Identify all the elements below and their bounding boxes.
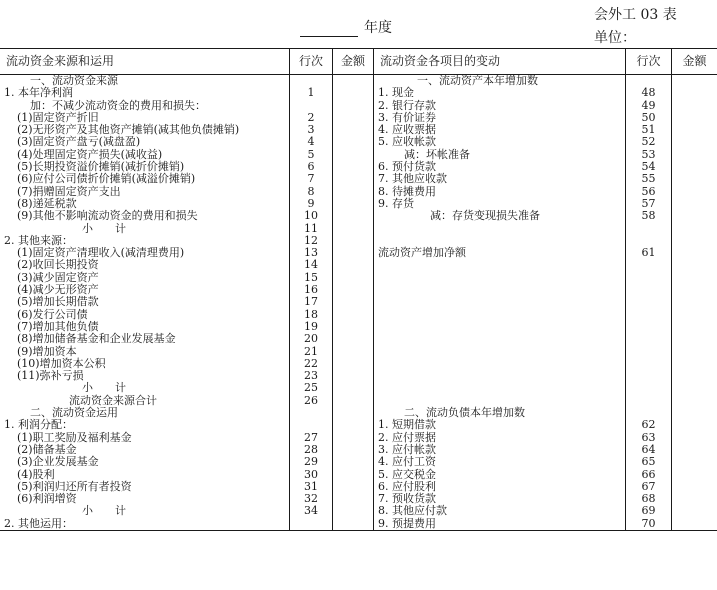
- left-line-number: 23: [290, 370, 333, 382]
- left-line-number: 16: [290, 284, 333, 296]
- left-amount-cell[interactable]: [333, 112, 374, 124]
- right-amount-cell[interactable]: [672, 272, 717, 284]
- left-line-number: [290, 419, 333, 431]
- table-row: [0, 382, 717, 394]
- right-line-number: 66: [626, 469, 672, 481]
- left-amount-header: 金额: [333, 49, 374, 75]
- left-item-label: 一、流动资金来源: [30, 74, 118, 87]
- right-line-number: 58: [626, 210, 672, 222]
- left-amount-cell[interactable]: [333, 100, 374, 112]
- right-item-label: 5. 应交税金: [374, 469, 626, 481]
- right-item-label: [374, 346, 626, 358]
- left-line-number: 6: [290, 161, 333, 173]
- right-amount-cell[interactable]: [672, 112, 717, 124]
- year-label: 年度: [364, 20, 392, 36]
- right-amount-cell[interactable]: [672, 100, 717, 112]
- right-line-number: 55: [626, 173, 672, 185]
- right-line-number: [626, 272, 672, 284]
- left-item-label: 加：不减少流动资金的费用和损失：: [30, 98, 206, 112]
- table-row: [0, 518, 717, 531]
- right-line-number: [626, 346, 672, 358]
- right-amount-cell[interactable]: [672, 210, 717, 222]
- right-amount-cell[interactable]: [672, 247, 717, 259]
- left-amount-cell[interactable]: [333, 456, 374, 468]
- left-line-number: 14: [290, 259, 333, 271]
- right-line-number: [626, 382, 672, 394]
- right-line-number: 65: [626, 456, 672, 468]
- table-row: [0, 173, 717, 185]
- right-line-number: 63: [626, 432, 672, 444]
- table-row: [0, 407, 717, 419]
- right-item-label: 减：坏帐准备: [374, 149, 626, 161]
- table-row: [0, 296, 717, 308]
- right-item-label: 3. 有价证券: [374, 112, 626, 124]
- right-line-number: [626, 284, 672, 296]
- table-row: [0, 469, 717, 481]
- right-line-number: 53: [626, 149, 672, 161]
- left-line-number: 7: [290, 173, 333, 185]
- left-line-number: 13: [290, 247, 333, 259]
- right-item-label: 8. 待摊费用: [374, 186, 626, 198]
- left-amount-cell[interactable]: [333, 419, 374, 431]
- right-line-number: 69: [626, 505, 672, 517]
- left-amount-cell[interactable]: [333, 210, 374, 222]
- left-line-header: 行次: [290, 49, 333, 75]
- table-row: [0, 223, 717, 235]
- right-item-label: [374, 382, 626, 394]
- right-item-label: 5. 应收帐款: [374, 136, 626, 148]
- left-item-label: (11)弥补亏损: [17, 369, 84, 383]
- right-amount-cell[interactable]: [672, 518, 717, 531]
- right-item-label: 6. 应付股利: [374, 481, 626, 493]
- right-item-label: 4. 应收票据: [374, 124, 626, 136]
- table-row: [0, 456, 717, 468]
- year-blank-line[interactable]: [300, 21, 358, 37]
- left-amount-cell[interactable]: [333, 149, 374, 161]
- table-row: [0, 272, 717, 284]
- right-amount-cell[interactable]: [672, 124, 717, 136]
- right-amount-cell[interactable]: [672, 407, 717, 419]
- left-amount-cell[interactable]: [333, 75, 374, 88]
- table-row: [0, 284, 717, 296]
- right-item-label: 3. 应付帐款: [374, 444, 626, 456]
- left-amount-cell[interactable]: [333, 173, 374, 185]
- left-line-number: 22: [290, 358, 333, 370]
- right-item-label: 4. 应付工资: [374, 456, 626, 468]
- left-line-number: [290, 518, 333, 531]
- right-amount-cell[interactable]: [672, 419, 717, 431]
- left-item-label: (5)利润归还所有者投资: [17, 479, 132, 493]
- left-item-label: 2. 其他运用：: [0, 518, 290, 531]
- left-line-number: 27: [290, 432, 333, 444]
- left-item-label: (8)递延税款: [17, 196, 77, 210]
- right-item-label: 7. 预收货款: [374, 493, 626, 505]
- right-amount-cell[interactable]: [672, 173, 717, 185]
- left-item-label: (5)长期投资溢价摊销(减折价摊销): [17, 160, 185, 174]
- left-line-number: 31: [290, 481, 333, 493]
- table-row: [0, 247, 717, 259]
- unit-label: 单位：: [594, 30, 636, 46]
- left-title-header: 流动资金来源和运用: [0, 49, 290, 75]
- left-item-label: 1. 本年净利润: [4, 86, 73, 100]
- left-amount-cell[interactable]: [333, 235, 374, 247]
- left-item-label: (2)储备基金: [17, 442, 77, 456]
- right-amount-cell[interactable]: [672, 259, 717, 271]
- left-item-label: (2)无形资产及其他资产摊销(减其他负债摊销): [17, 123, 240, 137]
- left-amount-cell[interactable]: [333, 296, 374, 308]
- left-amount-cell[interactable]: [333, 505, 374, 517]
- left-amount-cell[interactable]: [333, 518, 374, 531]
- table-row: [0, 136, 717, 148]
- left-amount-cell[interactable]: [333, 186, 374, 198]
- left-line-number: 12: [290, 235, 333, 247]
- right-amount-header: 金额: [672, 49, 717, 75]
- left-item-label: (6)利润增资: [17, 492, 77, 506]
- right-line-number: 70: [626, 518, 672, 531]
- right-line-number: [626, 358, 672, 370]
- left-item-label: (3)固定资产盘亏(减盘盈): [17, 135, 141, 149]
- right-item-label: [374, 296, 626, 308]
- right-item-label: 8. 其他应付款: [374, 505, 626, 517]
- left-line-number: 1: [290, 87, 333, 99]
- right-amount-cell[interactable]: [672, 198, 717, 210]
- right-item-label: [374, 309, 626, 321]
- right-item-label: 1. 短期借款: [374, 419, 626, 431]
- right-amount-cell[interactable]: [672, 346, 717, 358]
- left-line-number: 3: [290, 124, 333, 136]
- left-amount-cell[interactable]: [333, 247, 374, 259]
- left-item-label: (4)处理固定资产损失(减收益): [17, 147, 163, 161]
- table-row: [0, 309, 717, 321]
- right-amount-cell[interactable]: [672, 382, 717, 394]
- table-row: [0, 210, 717, 222]
- left-line-number: 17: [290, 296, 333, 308]
- left-amount-cell[interactable]: [333, 333, 374, 345]
- header-row: [0, 49, 717, 75]
- table-row: [0, 358, 717, 370]
- left-item-label: (9)其他不影响流动资金的费用和损失: [17, 209, 198, 223]
- left-amount-cell[interactable]: [333, 198, 374, 210]
- left-line-number: 30: [290, 469, 333, 481]
- left-amount-cell[interactable]: [333, 382, 374, 394]
- right-line-number: [626, 223, 672, 235]
- right-item-label: 减：存货变现损失准备: [374, 210, 626, 222]
- left-item-label: (10)增加资本公积: [17, 356, 106, 370]
- left-line-number: 28: [290, 444, 333, 456]
- left-item-label: (3)企业发展基金: [17, 455, 99, 469]
- right-line-number: 56: [626, 186, 672, 198]
- left-item-label: 1. 利润分配：: [4, 418, 73, 432]
- table-row: [0, 87, 717, 99]
- right-line-number: 57: [626, 198, 672, 210]
- left-amount-cell[interactable]: [333, 223, 374, 235]
- left-line-number: 26: [290, 395, 333, 407]
- right-line-number: [626, 333, 672, 345]
- right-amount-cell[interactable]: [672, 469, 717, 481]
- table-row: [0, 333, 717, 345]
- left-item-label: 2. 其他来源：: [4, 233, 73, 247]
- left-item-label: (3)减少固定资产: [17, 270, 99, 284]
- left-line-number: [290, 407, 333, 419]
- table-row: [0, 444, 717, 456]
- right-amount-cell[interactable]: [672, 481, 717, 493]
- right-amount-cell[interactable]: [672, 370, 717, 382]
- left-line-number: 20: [290, 333, 333, 345]
- left-item-label: 二、流动资金运用: [30, 406, 118, 420]
- right-item-label: 9. 存货: [374, 198, 626, 210]
- table-row: [0, 75, 717, 88]
- right-line-number: 62: [626, 419, 672, 431]
- right-line-number: [626, 259, 672, 271]
- right-item-label: 2. 银行存款: [374, 100, 626, 112]
- left-amount-cell[interactable]: [333, 407, 374, 419]
- right-amount-cell[interactable]: [672, 505, 717, 517]
- right-amount-cell[interactable]: [672, 321, 717, 333]
- left-amount-cell[interactable]: [333, 259, 374, 271]
- right-line-number: [626, 296, 672, 308]
- right-item-label: [374, 223, 626, 235]
- left-item-label: (5)增加长期借款: [17, 295, 99, 309]
- right-line-number: 49: [626, 100, 672, 112]
- left-item-label: (1)职工奖励及福利基金: [17, 430, 132, 444]
- left-line-number: 32: [290, 493, 333, 505]
- left-line-number: 10: [290, 210, 333, 222]
- right-title-header: 流动资金各项目的变动: [374, 49, 626, 75]
- left-item-label: 小 计: [82, 221, 126, 235]
- left-line-number: 5: [290, 149, 333, 161]
- left-item-label: 流动资金来源合计: [69, 393, 157, 407]
- left-item-label: (6)应付公司债折价摊销(减溢价摊销): [17, 172, 196, 186]
- right-item-label: [374, 272, 626, 284]
- right-line-number: [626, 370, 672, 382]
- right-line-number: 68: [626, 493, 672, 505]
- right-item-label: [374, 284, 626, 296]
- table-row: [0, 100, 717, 112]
- right-line-header: 行次: [626, 49, 672, 75]
- left-amount-cell[interactable]: [333, 481, 374, 493]
- left-amount-cell[interactable]: [333, 346, 374, 358]
- right-item-label: [374, 259, 626, 271]
- left-item-label: (6)发行公司债: [17, 307, 88, 321]
- left-amount-cell[interactable]: [333, 272, 374, 284]
- right-amount-cell[interactable]: [672, 432, 717, 444]
- right-item-label: [374, 358, 626, 370]
- right-amount-cell[interactable]: [672, 284, 717, 296]
- right-amount-cell[interactable]: [672, 456, 717, 468]
- left-amount-cell[interactable]: [333, 493, 374, 505]
- right-line-number: 48: [626, 87, 672, 99]
- left-amount-cell[interactable]: [333, 321, 374, 333]
- left-line-number: 18: [290, 309, 333, 321]
- right-item-label: 7. 其他应收款: [374, 173, 626, 185]
- right-amount-cell[interactable]: [672, 235, 717, 247]
- right-amount-cell[interactable]: [672, 395, 717, 407]
- left-item-label: (7)捐赠固定资产支出: [17, 184, 121, 198]
- right-line-number: [626, 395, 672, 407]
- left-item-label: (1)固定资产折旧: [17, 110, 99, 124]
- right-amount-cell[interactable]: [672, 75, 717, 88]
- left-item-label: (9)增加资本: [17, 344, 77, 358]
- left-item-label: (1)固定资产清理收入(减清理费用): [17, 246, 185, 260]
- right-amount-cell[interactable]: [672, 493, 717, 505]
- right-item-label: 2. 应付票据: [374, 432, 626, 444]
- right-item-label: 9. 预提费用: [374, 518, 626, 531]
- right-amount-cell[interactable]: [672, 358, 717, 370]
- table-row: [0, 505, 717, 517]
- left-amount-cell[interactable]: [333, 469, 374, 481]
- left-item-label: (4)减少无形资产: [17, 283, 99, 297]
- table-row: [0, 186, 717, 198]
- right-item-label: [374, 370, 626, 382]
- left-item-label: 小 计: [82, 504, 126, 518]
- right-item-label: [374, 321, 626, 333]
- form-code: 会外工 03 表: [594, 7, 677, 23]
- right-item-label: 二、流动负债本年增加数: [374, 407, 626, 419]
- left-amount-cell[interactable]: [333, 444, 374, 456]
- left-line-number: 2: [290, 112, 333, 124]
- right-line-number: [626, 309, 672, 321]
- right-line-number: 54: [626, 161, 672, 173]
- right-line-number: 50: [626, 112, 672, 124]
- right-amount-cell[interactable]: [672, 186, 717, 198]
- left-line-number: 15: [290, 272, 333, 284]
- right-amount-cell[interactable]: [672, 87, 717, 99]
- right-item-label: [374, 333, 626, 345]
- left-amount-cell[interactable]: [333, 87, 374, 99]
- right-line-number: 51: [626, 124, 672, 136]
- right-amount-cell[interactable]: [672, 161, 717, 173]
- left-line-number: 29: [290, 456, 333, 468]
- right-amount-cell[interactable]: [672, 136, 717, 148]
- left-amount-cell[interactable]: [333, 136, 374, 148]
- table-row: [0, 432, 717, 444]
- right-item-label: 6. 预付货款: [374, 161, 626, 173]
- left-amount-cell[interactable]: [333, 432, 374, 444]
- left-item-label: (8)增加储备基金和企业发展基金: [17, 332, 176, 346]
- left-item-label: 小 计: [82, 381, 126, 395]
- table-row: [0, 481, 717, 493]
- right-line-number: 64: [626, 444, 672, 456]
- table-row: [0, 419, 717, 431]
- right-amount-cell[interactable]: [672, 223, 717, 235]
- left-line-number: 8: [290, 186, 333, 198]
- right-amount-cell[interactable]: [672, 296, 717, 308]
- left-amount-cell[interactable]: [333, 309, 374, 321]
- left-amount-cell[interactable]: [333, 161, 374, 173]
- right-line-number: 61: [626, 247, 672, 259]
- right-line-number: [626, 321, 672, 333]
- right-amount-cell[interactable]: [672, 333, 717, 345]
- right-item-label: 流动资产增加净额: [374, 247, 626, 259]
- right-amount-cell[interactable]: [672, 444, 717, 456]
- right-item-label: 一、流动资产本年增加数: [374, 75, 626, 88]
- left-amount-cell[interactable]: [333, 124, 374, 136]
- table-row: [0, 259, 717, 271]
- left-amount-cell[interactable]: [333, 395, 374, 407]
- right-amount-cell[interactable]: [672, 309, 717, 321]
- left-line-number: 9: [290, 198, 333, 210]
- funds-flow-table: [0, 48, 717, 531]
- table-row: [0, 346, 717, 358]
- left-line-number: 11: [290, 223, 333, 235]
- right-line-number: 67: [626, 481, 672, 493]
- right-item-label: 1. 现金: [374, 87, 626, 99]
- left-item-label: (2)收回长期投资: [17, 258, 99, 272]
- left-amount-cell[interactable]: [333, 370, 374, 382]
- left-line-number: 4: [290, 136, 333, 148]
- left-item-label: (7)增加其他负债: [17, 319, 99, 333]
- right-amount-cell[interactable]: [672, 149, 717, 161]
- left-amount-cell[interactable]: [333, 284, 374, 296]
- left-line-number: 19: [290, 321, 333, 333]
- left-amount-cell[interactable]: [333, 358, 374, 370]
- left-line-number: 34: [290, 505, 333, 517]
- left-item-label: (4)股利: [17, 467, 55, 481]
- right-line-number: 52: [626, 136, 672, 148]
- left-line-number: 25: [290, 382, 333, 394]
- left-line-number: 21: [290, 346, 333, 358]
